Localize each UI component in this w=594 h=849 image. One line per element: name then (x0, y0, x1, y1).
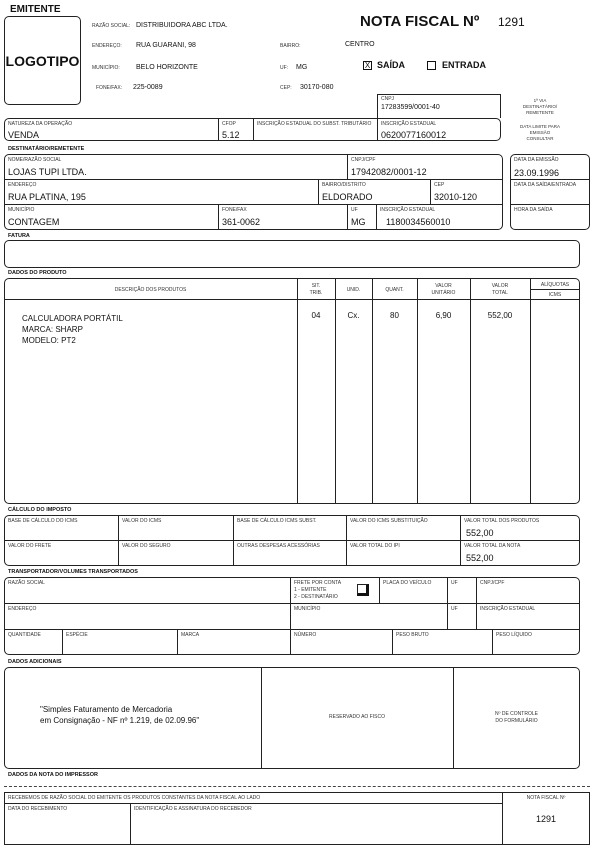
emitente-bairro-label: BAIRRO: (280, 43, 301, 49)
via-5: EMISSÃO (529, 130, 551, 135)
transp-uf-label: UF (451, 580, 458, 586)
entrada-label: ENTRADA (442, 60, 486, 70)
imposto-title: CÁLCULO DO IMPOSTO (8, 507, 72, 513)
produto-desc-2: MARCA: SHARP (22, 325, 83, 334)
transp-uf2-label: UF (451, 606, 458, 612)
emitente-uf: MG (296, 64, 308, 71)
natureza-label: NATUREZA DA OPERAÇÃO (8, 121, 73, 127)
fatura-title: FATURA (8, 233, 30, 239)
total-produtos-label: VALOR TOTAL DOS PRODUTOS (464, 518, 540, 524)
dest-nome: LOJAS TUPI LTDA. (8, 167, 87, 177)
dest-ie-label: INSCRIÇÃO ESTADUAL (380, 207, 436, 213)
dest-cep-label: CEP (434, 182, 445, 188)
transp-municipio-label: MUNICÍPIO (294, 606, 321, 612)
via-4: DATA LIMITE PARA (519, 124, 560, 129)
frete-conta-label: FRETE POR CONTA (294, 580, 342, 586)
canhoto-ident-label: IDENTIFICAÇÃO E ASSINATURA DO RECEBEDOR (134, 806, 252, 812)
col-quant: QUANT. (385, 287, 404, 293)
transp-razao-label: RAZÃO SOCIAL (8, 580, 45, 586)
frete-opt1: 1 - EMITENTE (294, 587, 327, 593)
adicionais-title: DADOS ADICIONAIS (8, 659, 62, 665)
nota-title: NOTA FISCAL Nº (360, 13, 480, 30)
marca-label: MARCA (181, 632, 200, 638)
canhoto-data-label: DATA DO RECEBIMENTO (8, 806, 68, 812)
emitente-fone-label: FONE/FAX: (96, 85, 123, 91)
ie-subst-label: INSCRIÇÃO ESTADUAL DO SUBST. TRIBUTÁRIO (257, 121, 372, 127)
dest-cnpj: 17942082/0001-12 (351, 167, 427, 177)
controle-2: DO FORMULÁRIO (495, 718, 538, 724)
emitente-endereco: RUA GUARANI, 98 (136, 42, 196, 49)
cfop-label: CFOP (222, 121, 236, 127)
emitente-razao: DISTRIBUIDORA ABC LTDA. (136, 22, 228, 29)
transp-endereco-label: ENDEREÇO (8, 606, 37, 612)
data-emissao: 23.09.1996 (514, 168, 560, 178)
base-icms-label: BASE DE CÁLCULO DO ICMS (8, 518, 78, 524)
dest-uf-label: UF (351, 207, 358, 213)
dest-fone-label: FONE/FAX (222, 207, 247, 213)
adicionais-line1: "Simples Faturamento de Mercadoria (40, 705, 173, 714)
data-saida-label: DATA DA SAÍDA/ENTRADA (514, 182, 577, 188)
dest-endereco-label: ENDEREÇO (8, 182, 37, 188)
dest-ie: 1180034560010 (386, 217, 451, 227)
dest-endereco: RUA PLATINA, 195 (8, 192, 86, 202)
emitente-endereco-label: ENDEREÇO: (92, 43, 122, 49)
transp-ie-label: INSCRIÇÃO ESTADUAL (480, 606, 536, 612)
nota-cnpj: 17283599/0001-40 (381, 104, 440, 111)
valor-icms-label: VALOR DO ICMS (122, 518, 162, 524)
base-subst-label: BASE DE CÁLCULO ICMS SUBST. (237, 518, 317, 524)
col-vtotal-1: VALOR (491, 283, 509, 289)
nota-ie-label: INSCRIÇÃO ESTADUAL (381, 121, 437, 127)
canhoto-nf-label: NOTA FISCAL Nº (526, 795, 566, 801)
produto-desc-3: MODELO: PT2 (22, 336, 76, 345)
via-2: DESTINATÁRIO/ (522, 104, 558, 109)
canhoto-recebemos: RECEBEMOS DE RAZÃO SOCIAL DO EMITENTE OS PRODUTOS CONSTANTES DA NOTA FISCAL AO LADO (8, 795, 261, 801)
total-produtos: 552,00 (466, 528, 494, 538)
col-unid: UNID. (346, 287, 361, 293)
valor-subst-label: VALOR DO ICMS SUBSTITUIÇÃO (350, 518, 428, 524)
canhoto-nf: 1291 (535, 814, 557, 824)
frete-checkbox[interactable] (357, 584, 369, 596)
frete-opt2: 2 - DESTINATÁRIO (294, 594, 338, 600)
placa-label: PLACA DO VEÍCULO (383, 580, 432, 586)
emitente-title: EMITENTE (10, 4, 61, 15)
via-3: REMETENTE (526, 110, 554, 115)
col-vunit-1: VALOR (435, 283, 452, 289)
produto-unid: Cx. (347, 311, 360, 320)
dest-fone: 361-0062 (222, 217, 261, 227)
produtos-title: DADOS DO PRODUTO (8, 270, 67, 276)
dest-cnpj-label: CNPJ/CPF (351, 157, 376, 163)
peso-bruto-label: PESO BRUTO (396, 632, 429, 638)
data-emissao-label: DATA DA EMISSÃO (514, 157, 559, 163)
emitente-fone: 225-0089 (133, 84, 163, 91)
adicionais-line2: em Consignação - NF nº 1.219, de 02.09.96" (40, 716, 200, 725)
emitente-bairro: CENTRO (345, 41, 375, 48)
produto-vunit: 6,90 (435, 311, 452, 320)
emitente-cep: 30170-080 (300, 84, 334, 91)
emitente-municipio-label: MUNICÍPIO: (92, 65, 120, 71)
nota-number: 1291 (498, 15, 525, 29)
seguro-label: VALOR DO SEGURO (122, 543, 171, 549)
nota-cnpj-label: CNPJ (381, 96, 395, 102)
natureza: VENDA (8, 130, 40, 140)
especie-label: ESPÉCIE (66, 632, 88, 638)
hora-saida-label: HORA DA SAÍDA (514, 207, 553, 213)
frete-label: VALOR DO FRETE (8, 543, 52, 549)
col-sit-1: SIT. (311, 283, 321, 289)
col-vunit-2: UNITÁRIO (431, 290, 456, 296)
emitente-municipio: BELO HORIZONTE (136, 64, 198, 71)
numero-label: NÚMERO (294, 632, 317, 638)
logo: LOGOTIPO (5, 53, 80, 69)
transportador-title: TRANSPORTADOR/VOLUMES TRANSPORTADOS (8, 569, 138, 575)
dest-bairro-label: BAIRRO/DISTRITO (322, 182, 366, 188)
col-descricao: DESCRIÇÃO DOS PRODUTOS (114, 287, 187, 293)
ipi-label: VALOR TOTAL DO IPI (350, 543, 400, 549)
dest-bairro: ELDORADO (322, 192, 373, 202)
transportador-box (4, 577, 580, 655)
col-icms: ICMS (548, 292, 562, 298)
quantidade-label: QUANTIDADE (8, 632, 41, 638)
produto-quant: 80 (390, 311, 399, 320)
via-1: 1ª VIA (533, 98, 547, 103)
emitente-razao-label: RAZÃO SOCIAL: (92, 23, 131, 29)
col-aliquotas: ALÍQUOTAS (540, 282, 570, 288)
via-6: CONSULTAR (526, 136, 554, 141)
dest-municipio: CONTAGEM (8, 217, 60, 227)
cut-line (4, 786, 590, 787)
logo-box (4, 16, 81, 105)
impressor-title: DADOS DA NOTA DO IMPRESSOR (8, 772, 98, 778)
saida-checkbox[interactable]: X (364, 61, 371, 70)
controle-1: Nº DE CONTROLE (495, 711, 538, 717)
dest-cep: 32010-120 (434, 192, 478, 202)
produto-desc-1: CALCULADORA PORTÁTIL (22, 314, 123, 323)
outras-label: OUTRAS DESPESAS ACESSÓRIAS (237, 543, 320, 549)
transp-cnpj-label: CNPJ/CPF (480, 580, 505, 586)
reservado-fisco: RESERVADO AO FISCO (329, 714, 385, 720)
cfop: 5.12 (222, 130, 240, 140)
col-vtotal-2: TOTAL (492, 290, 508, 296)
dest-nome-label: NOME/RAZÃO SOCIAL (8, 157, 62, 163)
peso-liquido-label: PESO LÍQUIDO (496, 632, 532, 638)
col-sit-2: TRIB. (309, 290, 323, 296)
produto-sit: 04 (311, 311, 321, 320)
total-nota: 552,00 (466, 553, 494, 563)
dest-municipio-label: MUNICÍPIO (8, 207, 35, 213)
produto-vtotal: 552,00 (487, 311, 513, 320)
entrada-checkbox[interactable] (427, 61, 436, 70)
emitente-cep-label: CEP: (280, 85, 292, 91)
saida-label: SAÍDA (377, 60, 406, 70)
datas-box (510, 154, 590, 230)
dest-uf: MG (351, 217, 366, 227)
fatura-box (4, 240, 580, 268)
destinatario-title: DESTINATÁRIO/REMETENTE (8, 146, 85, 152)
total-nota-label: VALOR TOTAL DA NOTA (464, 543, 521, 549)
emitente-uf-label: UF: (280, 65, 289, 71)
nota-ie: 0620077160012 (381, 130, 447, 140)
